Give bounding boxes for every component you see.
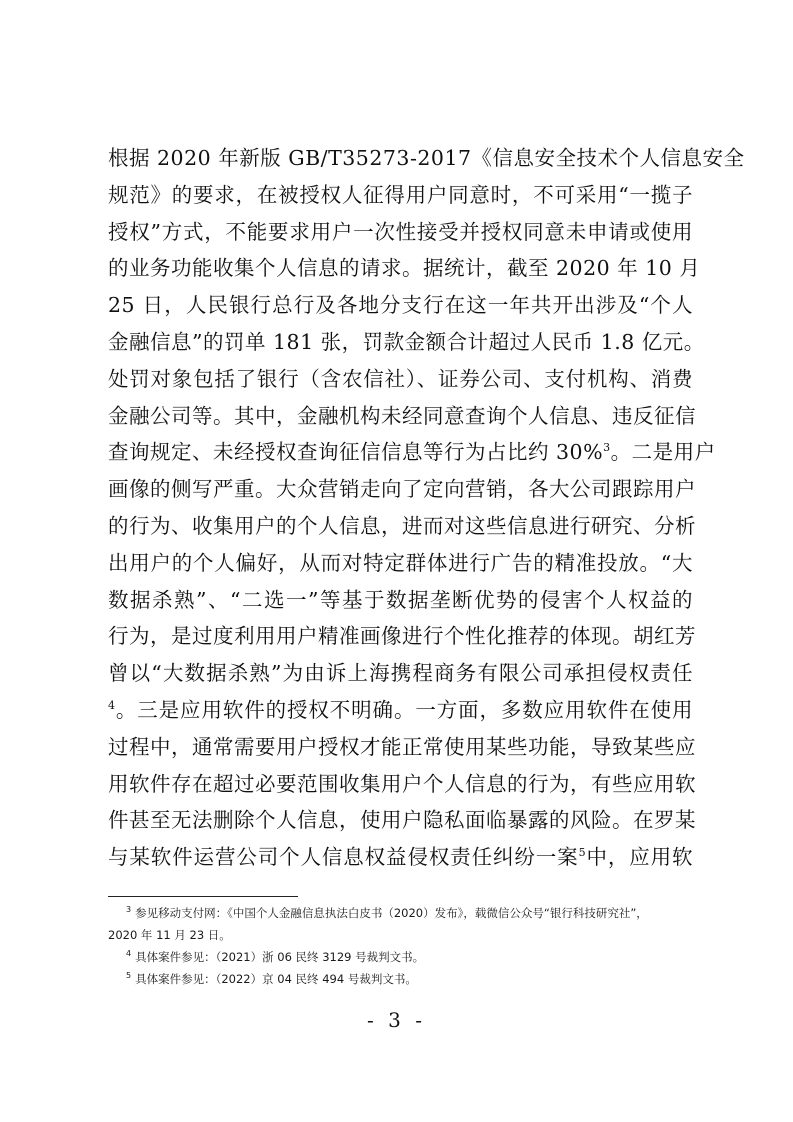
body-line-20 — [108, 839, 693, 876]
body-line-18: 用软件存在超过必要范围收集用户个人信息的行为，有些应用软 — [108, 771, 696, 796]
body-line-11: 的行为、收集用户的个人信息，进而对这些信息进行研究、分析 — [108, 513, 696, 538]
footnote-4-text: 具体案件参见：（2021）浙 06 民终 3129 号裁判文书。 — [135, 950, 425, 964]
body-line-15: 曾以“大数据杀熟”为由诉上海携程商务有限公司承担侵权责任 — [108, 661, 693, 686]
footnote-ref-3[interactable]: 3 — [603, 441, 611, 455]
body-line-16-text: 。三是应用软件的授权不明确。一方面，多数应用软件在使用 — [115, 697, 693, 722]
body-line-5: 25 日，人民银行总行及各地分支行在这一年共开出涉及“个人 — [108, 293, 693, 318]
body-line-2: 规范》的要求，在被授权人征得用户同意时，不可采用“一揽子 — [108, 182, 693, 207]
body-line-20-text: 与某软件运营公司个人信息权益侵权责任纠纷一案 — [108, 845, 579, 870]
body-line-10: 画像的侧写严重。大众营销走向了定向营销，各大公司跟踪用户 — [108, 477, 696, 502]
footnote-5 — [108, 968, 693, 990]
body-line-4: 的业务功能收集个人信息的请求。据统计，截至 2020 年 10 月 — [108, 256, 701, 281]
body-line-9-text: 查询规定、未经授权查询征信信息等行为占比约 30% — [108, 440, 604, 465]
body-line-19: 件甚至无法删除个人信息，使用户隐私面临暴露的风险。在罗某 — [108, 808, 696, 833]
body-line-13: 数据杀熟”、“二选一”等基于数据垄断优势的侵害个人权益的 — [108, 587, 693, 612]
body-line-7: 处罚对象包括了银行（含农信社）、证券公司、支付机构、消费 — [108, 366, 693, 391]
body-line-6: 金融信息”的罚单 181 张，罚款金额合计超过人民币 1.8 亿元。 — [108, 329, 705, 354]
body-line-9-tail: 。二是用户 — [610, 440, 716, 465]
footnotes — [108, 902, 693, 990]
footnote-4-mark: 4 — [126, 949, 132, 959]
body-line-1: 根据 2020 年新版 GB/T35273-2017《信息安全技术个人信息安全 — [108, 146, 745, 170]
footnote-4 — [108, 946, 693, 968]
footnote-3 — [108, 902, 693, 924]
footnote-3-text: 参见移动支付网：《中国个人金融信息执法白皮书（2020）发布》，载微信公众号“银行科技研究社”， — [135, 906, 648, 920]
footnote-5-text: 具体案件参见：（2022）京 04 民终 494 号裁判文书。 — [135, 972, 417, 986]
body-text — [108, 140, 745, 876]
body-line-8: 金融公司等。其中，金融机构未经同意查询个人信息、违反征信 — [108, 403, 696, 428]
footnote-5-mark: 5 — [126, 971, 132, 981]
body-line-14: 行为，是过度利用用户精准画像进行个性化推荐的体现。胡红芳 — [108, 624, 696, 649]
body-line-17: 过程中，通常需要用户授权才能正常使用某些功能，导致某些应 — [108, 734, 696, 759]
body-line-20-tail: 中，应用软 — [586, 845, 694, 870]
footnote-3-mark: 3 — [126, 905, 132, 915]
footnote-3-continued: 2020 年 11 月 23 日。 — [108, 928, 231, 942]
body-line-3: 授权”方式，不能要求用户一次性接受并授权同意未申请或使用 — [108, 219, 693, 244]
footnote-ref-4[interactable]: 4 — [108, 699, 116, 713]
footnote-separator — [108, 896, 298, 897]
body-line-12: 出用户的个人偏好，从而对特定群体进行广告的精准投放。“大 — [108, 550, 693, 575]
body-line-16 — [108, 692, 693, 729]
footnote-ref-5[interactable]: 5 — [578, 846, 587, 860]
body-line-9 — [108, 434, 716, 471]
page-number: - 3 - — [367, 1008, 426, 1032]
